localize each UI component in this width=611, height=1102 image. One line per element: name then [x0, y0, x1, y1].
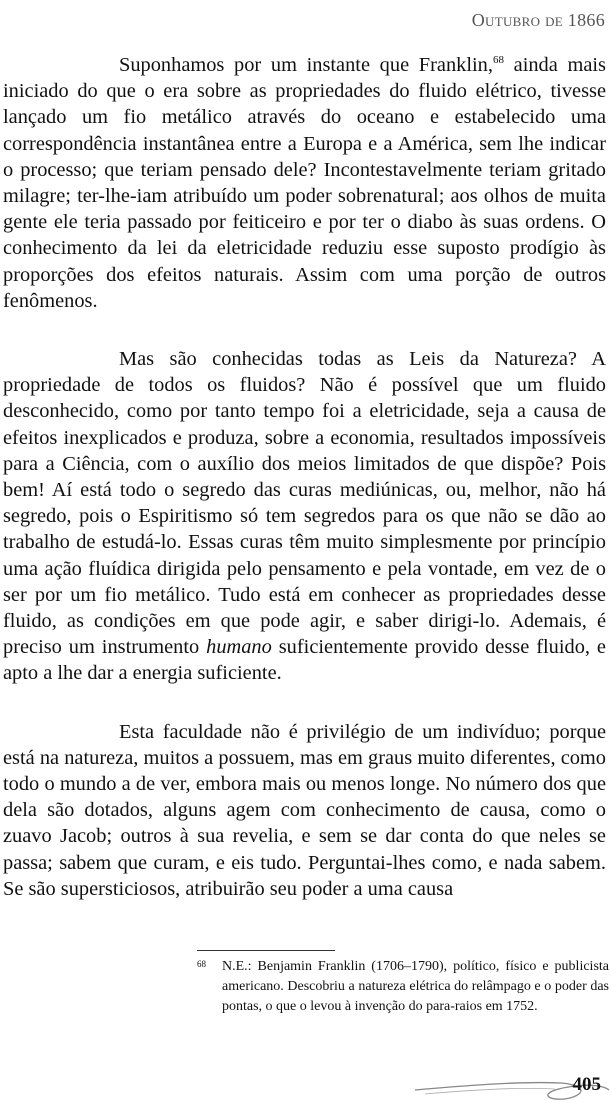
paragraph-2-text-start: Mas são conhecidas todas as Leis da Natureza? A propriedade de todos os fluidos? Não é possível que um fluido desconhecido, como por tanto tempo foi a eletricidade, seja a causa de efeitos inexplicados e produza, sobre a economia, resultados impossíveis para a Ciência, com o auxílio dos meios limitados de que dispõe? Pois bem! Aí está todo o segredo das curas mediúnicas, ou, melhor, não há segredo, pois o Espiritismo só tem segredos para os que não se dão ao trabalho de estudá-lo. Essas curas têm muito simplesmente por princípio uma ação fluídica dirigida pelo pensamento e pela vontade, em vez de o ser por um fio metálico. Tudo está em conhecer as propriedades desse fluido, as condições em que pode agir, e saber dirigi-lo. Ademais, é preciso um instrumento [3, 348, 606, 659]
paragraph-2-text-end: suficientemente provido desse fluido, e apto a lhe dar a energia suficiente. [3, 636, 606, 685]
footnote-divider [197, 950, 335, 951]
paragraph-2-emphasis: humano [206, 636, 272, 659]
paragraph-3 [3, 719, 606, 902]
page-number: 405 [572, 1074, 601, 1095]
running-header: Outubro de 1866 [471, 10, 605, 30]
paragraph-1-text-start: Suponhamos por um instante que Franklin, [119, 54, 493, 76]
paragraph-1-text-end: ainda mais iniciado do que o era sobre as propriedades do fluido elétrico, tivesse lançado um fio metálico através do oceano e estabelecido uma correspondência instantânea entre a Europa e a América, sem lhe indicar o processo; que teriam pensado dele? Incontestavelmente teriam gritado milagre; ter-lhe-iam atribuído um poder sobrenatural; aos olhos de muita gente ele teria passado por feiticeiro e por ter o diabo às suas ordens. O conhecimento da lei da eletricidade reduziu esse suposto prodígio às proporções dos efeitos naturais. Assim com uma porção de outros fenômenos. [3, 54, 606, 312]
footnote-text: N.E.: Benjamin Franklin (1706–1790), político, físico e publicista americano. Descobriu a natureza elétrica do relâmpago e o poder das pontas, o que o levou à invenção do para-raios em 1752. [222, 959, 609, 1014]
paragraph-3-text: Esta faculdade não é privilégio de um indivíduo; porque está na natureza, muitos a possuem, mas em graus muito diferentes, como todo o mundo a de ver, embora mais ou menos longe. No número dos que dela são dotados, alguns agem com conhecimento de causa, como o zuavo Jacob; outros à sua revelia, e sem se dar conta do que neles se passa; sabem que curam, e eis tudo. Perguntai-lhes como, e nada sabem. Se são supersticiosos, atribuirão seu poder a uma causa [3, 720, 606, 900]
paragraph-1 [3, 52, 606, 314]
paragraph-2 [3, 346, 606, 687]
body-text [3, 52, 606, 902]
footnote-reference: 68 [492, 54, 504, 67]
footnote [197, 957, 609, 1017]
footnote-number: 68 [197, 959, 206, 969]
